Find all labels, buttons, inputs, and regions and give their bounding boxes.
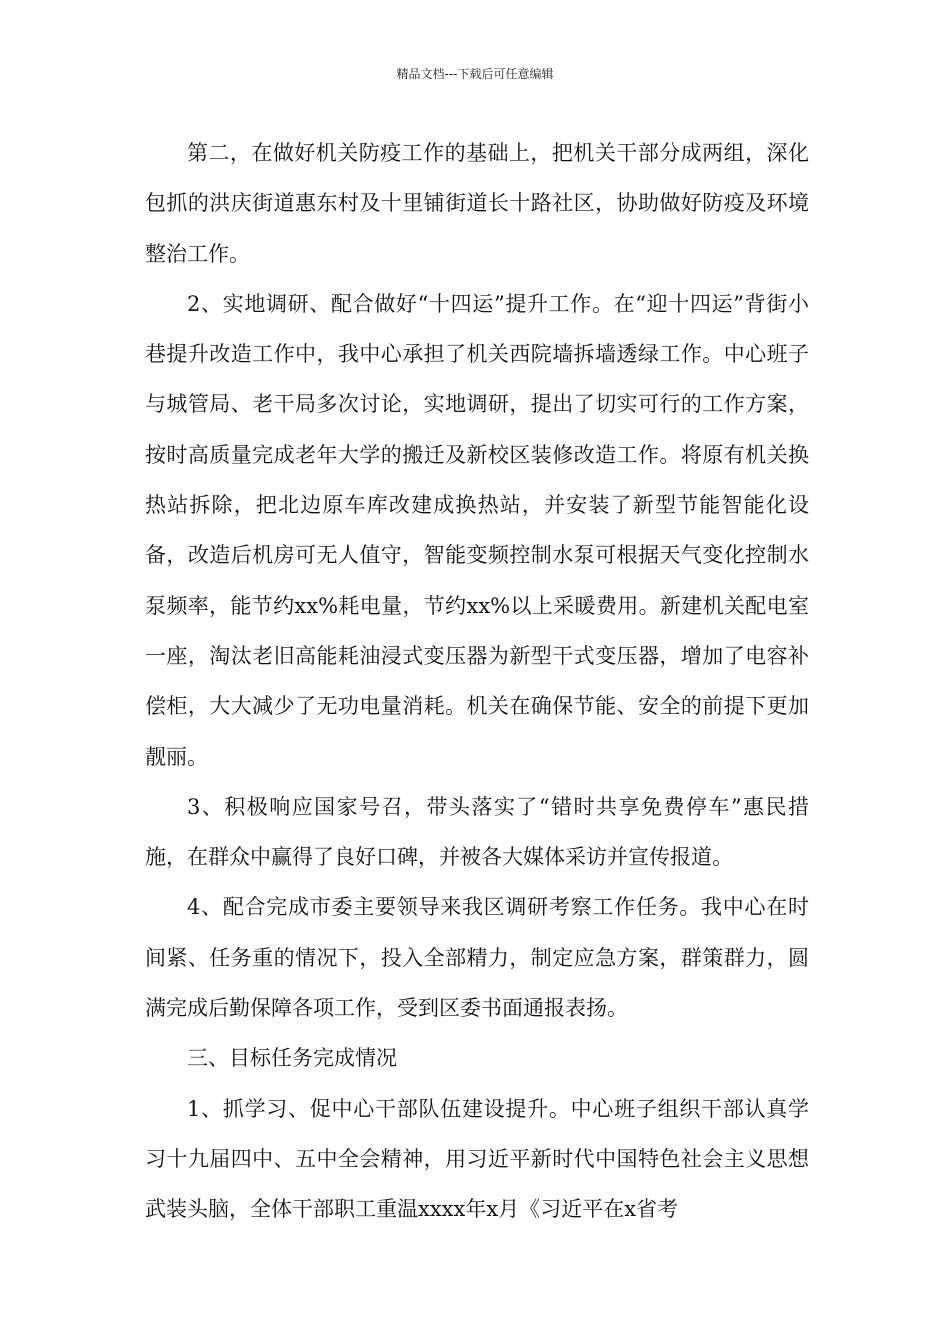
paragraph: 第二，在做好机关防疫工作的基础上，把机关干部分成两组，深化包抓的洪庆街道惠东村及十里铺街道长十路社区，协助做好防疫及环境整治工作。 [145,141,809,266]
document-body [145,128,809,1235]
page-header: 精品文档---下载后可任意编辑 [396,67,554,81]
paragraph: 1、抓学习、促中心干部队伍建设提升。中心班子组织干部认真学习十九届四中、五中全会精神，用习近平新时代中国特色社会主义思想武装头脑，全体干部职工重温xxxx年x月《习近平在x省考 [145,1096,809,1222]
paragraph: 3、积极响应国家号召，带头落实了“错时共享免费停车”惠民措施，在群众中赢得了良好口碑，并被各大媒体采访并宣传报道。 [145,794,809,870]
paragraph: 2、实地调研、配合做好“十四运”提升工作。在“迎十四运”背街小巷提升改造工作中，我中心承担了机关西院墙拆墙透绿工作。中心班子与城管局、老干局多次讨论，实地调研，提出了切实可行的工作方案，按时高质量完成老年大学的搬迁及新校区装修改造工作。将原有机关换热站拆除，把北边原车库改建成换热站，并安装了新型节能智能化设备，改造后机房可无人值守，智能变频控制水泵可根据天气变化控制水泵频率，能节约xx%耗电量，节约xx%以上采暖费用。新建机关配电室一座，淘汰老旧高能耗油浸式变压器为新型干式变压器，增加了电容补偿柜，大大减少了无功电量消耗。机关在确保节能、安全的前提下更加靓丽。 [145,291,809,769]
section-heading: 三、目标任务完成情况 [187,1046,397,1071]
paragraph: 4、配合完成市委主要领导来我区调研考察工作任务。我中心在时间紧、任务重的情况下，投入全部精力，制定应急方案，群策群力，圆满完成后勤保障各项工作，受到区委书面通报表扬。 [145,895,809,1021]
